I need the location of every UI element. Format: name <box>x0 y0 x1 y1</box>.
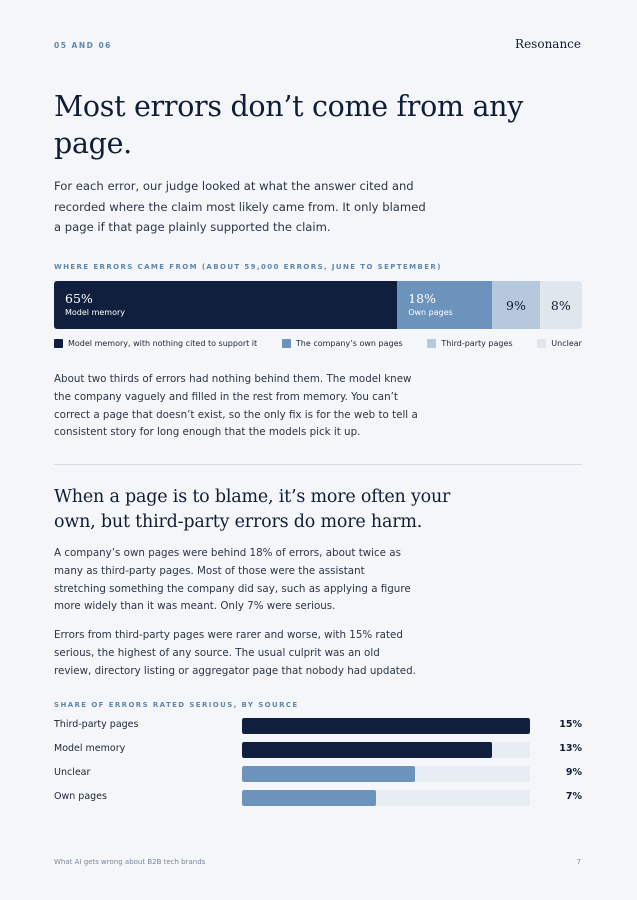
segment-name-label: Own pages <box>408 308 453 317</box>
bar-category-label: Model memory <box>54 743 126 754</box>
bar-row <box>54 718 582 734</box>
bar <box>242 790 376 806</box>
bar <box>242 718 530 734</box>
bar <box>242 742 492 758</box>
bar-value-label: 7% <box>565 791 582 802</box>
segment-value-label: 65% <box>65 291 93 306</box>
legend-label: Unclear <box>551 339 582 348</box>
legend-label: Model memory, with nothing cited to support it <box>68 339 258 348</box>
bar-value-label: 13% <box>559 743 582 754</box>
bar-category-label: Third-party pages <box>54 719 139 730</box>
segment-value-label: 8% <box>550 298 571 313</box>
legend-item <box>282 339 403 348</box>
legend-swatch <box>537 339 546 348</box>
bar-category-label: Own pages <box>54 791 107 802</box>
serious-chart-title: SHARE OF ERRORS RATED SERIOUS, BY SOURCE <box>54 701 299 709</box>
bar-category-label: Unclear <box>54 767 91 778</box>
own-pages-paragraph: A company’s own pages were behind 18% of errors, about twice as many as third-party pages. Most of those were the assistant stretching something the company did say, such as applying a figure more widely than it was meant. Only 7% were serious. <box>54 547 411 613</box>
legend-label: The company’s own pages <box>295 339 403 348</box>
bar-track <box>242 790 530 806</box>
bar-row <box>54 742 582 758</box>
bar-row <box>54 766 582 782</box>
stack-segment-own-pages <box>397 281 492 329</box>
legend-swatch <box>282 339 291 348</box>
legend-item <box>427 339 512 348</box>
page-title: Most errors don’t come from any page. <box>54 90 524 160</box>
third-party-paragraph: Errors from third-party pages were rarer and worse, with 15% rated serious, the highest of any source. The usual culprit was an old review, directory listing or aggregator page that nobody had updated. <box>54 629 416 677</box>
brand-name: Resonance <box>515 37 581 51</box>
segment-value-label: 9% <box>506 298 526 313</box>
bar-track <box>242 718 530 734</box>
legend-item <box>537 339 582 348</box>
bar-value-label: 15% <box>559 719 582 730</box>
error-source-stacked-bar <box>54 281 582 329</box>
stack-segment-unclear <box>540 281 582 329</box>
section-heading: When a page is to blame, it’s more often your own, but third-party errors do more harm. <box>54 487 451 532</box>
bar-value-label: 9% <box>565 767 582 778</box>
stack-segment-third-party <box>492 281 540 329</box>
bar-row <box>54 790 582 806</box>
intro-paragraph: For each error, our judge looked at what the answer cited and recorded where the claim most likely came from. It only blamed a page if that page plainly supported the claim. <box>54 179 426 234</box>
legend-label: Third-party pages <box>441 339 513 348</box>
section-divider <box>54 464 582 465</box>
segment-name-label: Model memory <box>65 308 125 317</box>
page-number: 7 <box>576 858 581 866</box>
legend-swatch <box>54 339 63 348</box>
legend-swatch <box>427 339 436 348</box>
segment-value-label: 18% <box>408 291 436 306</box>
stacked-bar-legend <box>54 339 582 348</box>
bar <box>242 766 415 782</box>
stacked-chart-title: WHERE ERRORS CAME FROM (ABOUT 59,000 ERRORS, JUNE TO SEPTEMBER) <box>54 263 442 271</box>
footer-title: What AI gets wrong about B2B tech brands <box>54 858 206 866</box>
stack-segment-model-memory <box>54 281 397 329</box>
model-memory-paragraph: About two thirds of errors had nothing behind them. The model knew the company vaguely and filled in the rest from memory. You can’t correct a page that doesn’t exist, so the only fix is for the web to tell a consistent story for long enough that the models pick it up. <box>54 373 418 439</box>
bar-track <box>242 766 530 782</box>
bar-track <box>242 742 530 758</box>
section-label: 05 AND 06 <box>54 41 112 50</box>
legend-item <box>54 339 257 348</box>
